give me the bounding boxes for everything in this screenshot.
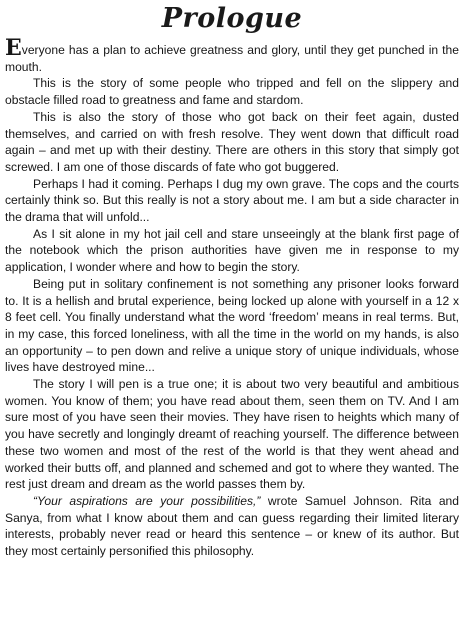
paragraph <box>5 35 459 75</box>
paragraph-text: veryone has a plan to achieve greatness and glory, until they get punched in the mouth. <box>5 43 459 74</box>
quotation: “Your aspirations are your possibilities,” <box>33 493 261 508</box>
paragraph: The story I will pen is a true one; it is about two very beautiful and ambitious women. You know of them; you have read about them, seen them on TV. And I am sure most of you have seen their movies. They have risen to heights which many of you have secretly and longingly dreamt of reaching yourself. The difference between these two women and most of the rest of the world is that they went ahead and worked their butts off, and planned and schemed and got to where they wanted. The rest just dream and dream as the world passes them by. <box>5 377 459 492</box>
paragraph-text: wrote Samuel Johnson. Rita and Sanya, from what I know about them and can guess regarding their limited literary interests, probably never read or heard this sentence – or knew of its author. But they most certainly personified this philosophy. <box>5 493 460 559</box>
paragraph: Perhaps I had it coming. Perhaps I dug my own grave. The cops and the courts certainly think so. But this really is not a story about me. I am but a side character in the drama that will unfold... <box>5 176 459 225</box>
paragraph: Being put in solitary confinement is not something any prisoner looks forward to. It is a hellish and brutal experience, being locked up alone with yourself in a 12 x 8 feet cell. You finally understand what the word ‘freedom’ means in real terms. But, in my case, this forced loneliness, with all the time in the world on my hands, is also an opportunity – to pen down and relive a unique story of unique individuals, whose lives have destroyed mine... <box>5 276 459 375</box>
paragraph: This is the story of some people who tripped and fell on the slippery and obstacle filled road to greatness and fame and stardom. <box>5 76 459 108</box>
chapter-title: Prologue <box>161 3 303 34</box>
drop-cap-letter: E <box>5 35 22 61</box>
chapter-body <box>5 35 460 560</box>
paragraph: This is also the story of those who got back on their feet again, dusted themselves, and carried on with fresh resolve. They went down that difficult road again – and met up with their destiny. There are others in this story that simply got screwed. I am one of those discards of fate who got buggered. <box>5 109 459 174</box>
paragraph: As I sit alone in my hot jail cell and stare unseeingly at the blank first page of the notebook which the prison authorities have given me in response to my application, I wonder where and how to begin the story. <box>5 226 459 275</box>
paragraph <box>5 493 459 560</box>
